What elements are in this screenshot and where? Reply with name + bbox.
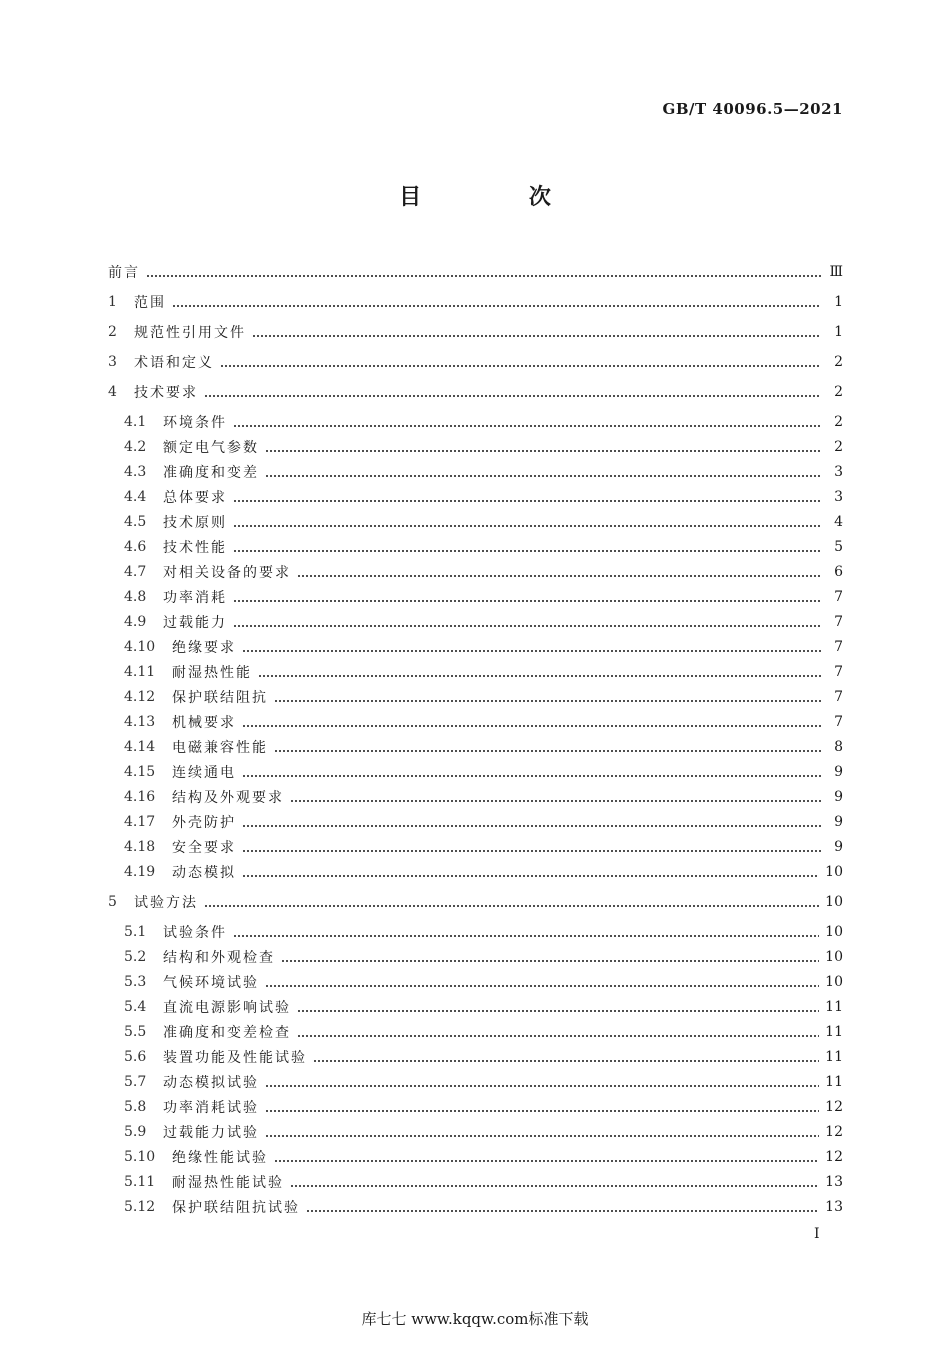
toc-entry-number: 5.12 xyxy=(124,1199,156,1215)
toc-entry[interactable] xyxy=(108,860,843,884)
toc-dot-leader xyxy=(297,1001,819,1013)
toc-entry-label: 连续通电 xyxy=(172,765,236,781)
toc-entry-page: 6 xyxy=(834,564,843,580)
toc-entry-label: 保护联结阻抗 xyxy=(172,690,268,706)
toc-entry-page: 7 xyxy=(834,714,843,730)
toc-entry-number: 4.6 xyxy=(124,539,147,555)
toc-entry[interactable] xyxy=(108,760,843,784)
toc-entry-number: 4.16 xyxy=(124,789,156,805)
toc-entry-page: 7 xyxy=(834,614,843,630)
toc-entry-page: 12 xyxy=(825,1124,843,1140)
toc-entry[interactable] xyxy=(108,435,843,459)
toc-entry-number: 5.9 xyxy=(124,1124,147,1140)
toc-dot-leader xyxy=(297,1026,819,1038)
toc-entry-page: 11 xyxy=(825,1049,843,1065)
toc-entry-label: 总体要求 xyxy=(163,490,227,506)
toc-entry-number: 4.14 xyxy=(124,739,156,755)
toc-entry-label: 安全要求 xyxy=(172,840,236,856)
toc-dot-leader xyxy=(172,296,821,308)
toc-entry-page: 9 xyxy=(834,764,843,780)
toc-entry-page: 10 xyxy=(825,949,843,965)
toc-dot-leader xyxy=(220,356,821,368)
toc-entry[interactable] xyxy=(108,290,843,314)
toc-dot-leader xyxy=(233,541,821,553)
toc-entry-number: 4.2 xyxy=(124,439,147,455)
toc-entry-page: 13 xyxy=(825,1174,843,1190)
toc-entry-page: 12 xyxy=(825,1149,843,1165)
toc-entry-number: 5.5 xyxy=(124,1024,147,1040)
toc-entry-label: 耐湿热性能 xyxy=(172,665,252,681)
toc-entry[interactable] xyxy=(108,485,843,509)
toc-entry-label: 环境条件 xyxy=(163,415,227,431)
toc-dot-leader xyxy=(146,266,821,278)
toc-dot-leader xyxy=(265,1076,819,1088)
toc-dot-leader xyxy=(204,386,821,398)
toc-entry-page: 10 xyxy=(825,894,843,910)
toc-entry-number: 4.17 xyxy=(124,814,156,830)
toc-entry-page: 11 xyxy=(825,1024,843,1040)
toc-dot-leader xyxy=(242,641,821,653)
toc-entry-number: 4.11 xyxy=(124,664,156,680)
toc-entry-page: 12 xyxy=(825,1099,843,1115)
toc-entry-number: 5.6 xyxy=(124,1049,147,1065)
toc-dot-leader xyxy=(233,616,821,628)
toc-entry-page: 10 xyxy=(825,924,843,940)
toc-entry-page: 9 xyxy=(834,789,843,805)
toc-entry-page: 7 xyxy=(834,639,843,655)
toc-dot-leader xyxy=(242,866,819,878)
toc-dot-leader xyxy=(233,491,821,503)
toc-dot-leader xyxy=(204,896,819,908)
toc-entry-label: 外壳防护 xyxy=(172,815,236,831)
toc-dot-leader xyxy=(274,1151,819,1163)
toc-entry-label: 功率消耗试验 xyxy=(163,1100,259,1116)
toc-entry-page: 3 xyxy=(834,489,843,505)
toc-entry-number: 4.18 xyxy=(124,839,156,855)
toc-entry-page: 4 xyxy=(834,514,843,530)
toc-entry[interactable] xyxy=(108,460,843,484)
toc-entry-number: 4.12 xyxy=(124,689,156,705)
toc-entry-page: 2 xyxy=(834,384,843,400)
toc-entry-number: 5.1 xyxy=(124,924,147,940)
toc-entry-label: 过载能力 xyxy=(163,615,227,631)
page-title: 目 次 xyxy=(399,185,601,210)
toc-entry-number: 4 xyxy=(108,384,117,400)
toc-entry-label: 电磁兼容性能 xyxy=(172,740,268,756)
toc-entry-label: 结构和外观检查 xyxy=(163,950,275,966)
toc-entry-number: 4.13 xyxy=(124,714,156,730)
toc-entry-number: 4.10 xyxy=(124,639,156,655)
toc-entry-page: 2 xyxy=(834,439,843,455)
toc-entry-number: 4.3 xyxy=(124,464,147,480)
toc-entry[interactable] xyxy=(108,585,843,609)
toc-entry-page: 7 xyxy=(834,589,843,605)
toc-dot-leader xyxy=(313,1051,819,1063)
toc-entry-label: 机械要求 xyxy=(172,715,236,731)
toc-entry-number: 5.8 xyxy=(124,1099,147,1115)
toc-dot-leader xyxy=(265,1126,819,1138)
toc-dot-leader xyxy=(242,766,821,778)
toc-entry-number: 4.15 xyxy=(124,764,156,780)
toc-entry[interactable] xyxy=(108,635,843,659)
toc-entry-label: 气候环境试验 xyxy=(163,975,259,991)
toc-entry[interactable] xyxy=(108,1120,843,1144)
toc-entry-page: 1 xyxy=(834,294,843,310)
toc-entry[interactable] xyxy=(108,810,843,834)
toc-entry[interactable] xyxy=(108,1145,843,1169)
toc-entry-page: Ⅲ xyxy=(829,264,843,280)
toc-entry-label: 动态模拟试验 xyxy=(163,1075,259,1091)
toc-entry[interactable] xyxy=(108,510,843,534)
toc-dot-leader xyxy=(290,791,821,803)
toc-entry[interactable] xyxy=(108,1070,843,1094)
toc-entry-number: 4.4 xyxy=(124,489,147,505)
toc-entry-number: 4.9 xyxy=(124,614,147,630)
toc-entry[interactable] xyxy=(108,835,843,859)
toc-entry-number: 5.7 xyxy=(124,1074,147,1090)
toc-entry[interactable] xyxy=(108,920,843,944)
toc-entry-page: 1 xyxy=(834,324,843,340)
toc-entry-label: 装置功能及性能试验 xyxy=(163,1050,307,1066)
toc-entry-page: 10 xyxy=(825,864,843,880)
toc-dot-leader xyxy=(265,976,819,988)
toc-entry-label: 规范性引用文件 xyxy=(134,325,246,341)
toc-entry-page: 13 xyxy=(825,1199,843,1215)
toc-entry[interactable] xyxy=(108,945,843,969)
toc-entry-number: 4.5 xyxy=(124,514,147,530)
toc-entry-label: 准确度和变差检查 xyxy=(163,1025,291,1041)
toc-entry-page: 11 xyxy=(825,1074,843,1090)
toc-entry-page: 2 xyxy=(834,354,843,370)
toc-entry-page: 9 xyxy=(834,814,843,830)
toc-entry-label: 功率消耗 xyxy=(163,590,227,606)
toc-entry-label: 直流电源影响试验 xyxy=(163,1000,291,1016)
toc-dot-leader xyxy=(233,926,819,938)
toc-entry[interactable] xyxy=(108,785,843,809)
toc-dot-leader xyxy=(233,591,821,603)
toc-entry[interactable] xyxy=(108,535,843,559)
toc-entry-label: 技术性能 xyxy=(163,540,227,556)
toc-entry-page: 3 xyxy=(834,464,843,480)
toc-entry[interactable] xyxy=(108,685,843,709)
toc-entry-page: 2 xyxy=(834,414,843,430)
toc-dot-leader xyxy=(265,466,821,478)
toc-entry-number: 4.7 xyxy=(124,564,147,580)
toc-entry-number: 2 xyxy=(108,324,117,340)
toc-dot-leader xyxy=(265,1101,819,1113)
toc-dot-leader xyxy=(252,326,821,338)
toc-entry-label: 绝缘要求 xyxy=(172,640,236,656)
toc-entry[interactable] xyxy=(108,970,843,994)
toc-dot-leader xyxy=(242,841,821,853)
toc-entry-page: 11 xyxy=(825,999,843,1015)
toc-entry[interactable] xyxy=(108,410,843,434)
toc-entry-label: 耐湿热性能试验 xyxy=(172,1175,284,1191)
toc-entry-label: 技术要求 xyxy=(134,385,198,401)
toc-entry-label: 前言 xyxy=(108,265,140,281)
toc-entry[interactable] xyxy=(108,1170,843,1194)
toc-entry-label: 动态模拟 xyxy=(172,865,236,881)
toc-entry-label: 额定电气参数 xyxy=(163,440,259,456)
toc-dot-leader xyxy=(242,816,821,828)
toc-entry-label: 保护联结阻抗试验 xyxy=(172,1200,300,1216)
toc-entry[interactable] xyxy=(108,735,843,759)
footer-watermark: 库七七 www.kqqw.com标准下载 xyxy=(361,1310,589,1328)
toc-entry[interactable] xyxy=(108,560,843,584)
toc-entry-number: 4.19 xyxy=(124,864,156,880)
toc-dot-leader xyxy=(242,716,821,728)
toc-dot-leader xyxy=(290,1176,819,1188)
toc-entry[interactable] xyxy=(108,1195,843,1219)
toc-entry-label: 结构及外观要求 xyxy=(172,790,284,806)
toc-entry[interactable] xyxy=(108,320,843,344)
toc-entry-number: 4.8 xyxy=(124,589,147,605)
toc-entry-number: 5.3 xyxy=(124,974,147,990)
toc-entry-label: 技术原则 xyxy=(163,515,227,531)
toc-dot-leader xyxy=(297,566,821,578)
toc-dot-leader xyxy=(306,1201,819,1213)
toc-entry-label: 过载能力试验 xyxy=(163,1125,259,1141)
toc-entry-label: 范围 xyxy=(134,295,166,311)
toc-entry[interactable] xyxy=(108,995,843,1019)
toc-dot-leader xyxy=(258,666,821,678)
toc-entry[interactable] xyxy=(108,710,843,734)
toc-entry[interactable] xyxy=(108,350,843,374)
toc-entry-label: 准确度和变差 xyxy=(163,465,259,481)
toc-entry-label: 绝缘性能试验 xyxy=(172,1150,268,1166)
toc-entry[interactable] xyxy=(108,890,843,914)
toc-entry[interactable] xyxy=(108,1095,843,1119)
toc-entry-page: 8 xyxy=(834,739,843,755)
page-number: I xyxy=(814,1226,820,1242)
toc-entry[interactable] xyxy=(108,1045,843,1069)
toc-entry-label: 术语和定义 xyxy=(134,355,214,371)
toc-entry-page: 5 xyxy=(834,539,843,555)
toc-entry[interactable] xyxy=(108,380,843,404)
toc-entry-label: 试验方法 xyxy=(134,895,198,911)
toc-entry-number: 5 xyxy=(108,894,117,910)
toc-entry-page: 7 xyxy=(834,664,843,680)
toc-dot-leader xyxy=(274,741,821,753)
toc-entry[interactable] xyxy=(108,610,843,634)
toc-entry[interactable] xyxy=(108,1020,843,1044)
toc-entry-number: 5.4 xyxy=(124,999,147,1015)
toc-entry-page: 7 xyxy=(834,689,843,705)
toc-entry-number: 3 xyxy=(108,354,117,370)
toc-entry-page: 9 xyxy=(834,839,843,855)
toc-entry[interactable] xyxy=(108,260,843,284)
toc-dot-leader xyxy=(265,441,821,453)
toc-dot-leader xyxy=(233,416,821,428)
toc-entry-page: 10 xyxy=(825,974,843,990)
toc-entry[interactable] xyxy=(108,660,843,684)
toc-entry-number: 1 xyxy=(108,294,117,310)
toc-dot-leader xyxy=(274,691,821,703)
toc-entry-label: 对相关设备的要求 xyxy=(163,565,291,581)
toc-entry-number: 5.10 xyxy=(124,1149,156,1165)
toc-entry-number: 4.1 xyxy=(124,414,147,430)
toc-entry-number: 5.11 xyxy=(124,1174,156,1190)
toc-entry-number: 5.2 xyxy=(124,949,147,965)
toc-dot-leader xyxy=(281,951,819,963)
toc-entry-label: 试验条件 xyxy=(163,925,227,941)
toc-dot-leader xyxy=(233,516,821,528)
standard-code: GB/T 40096.5—2021 xyxy=(662,100,843,118)
